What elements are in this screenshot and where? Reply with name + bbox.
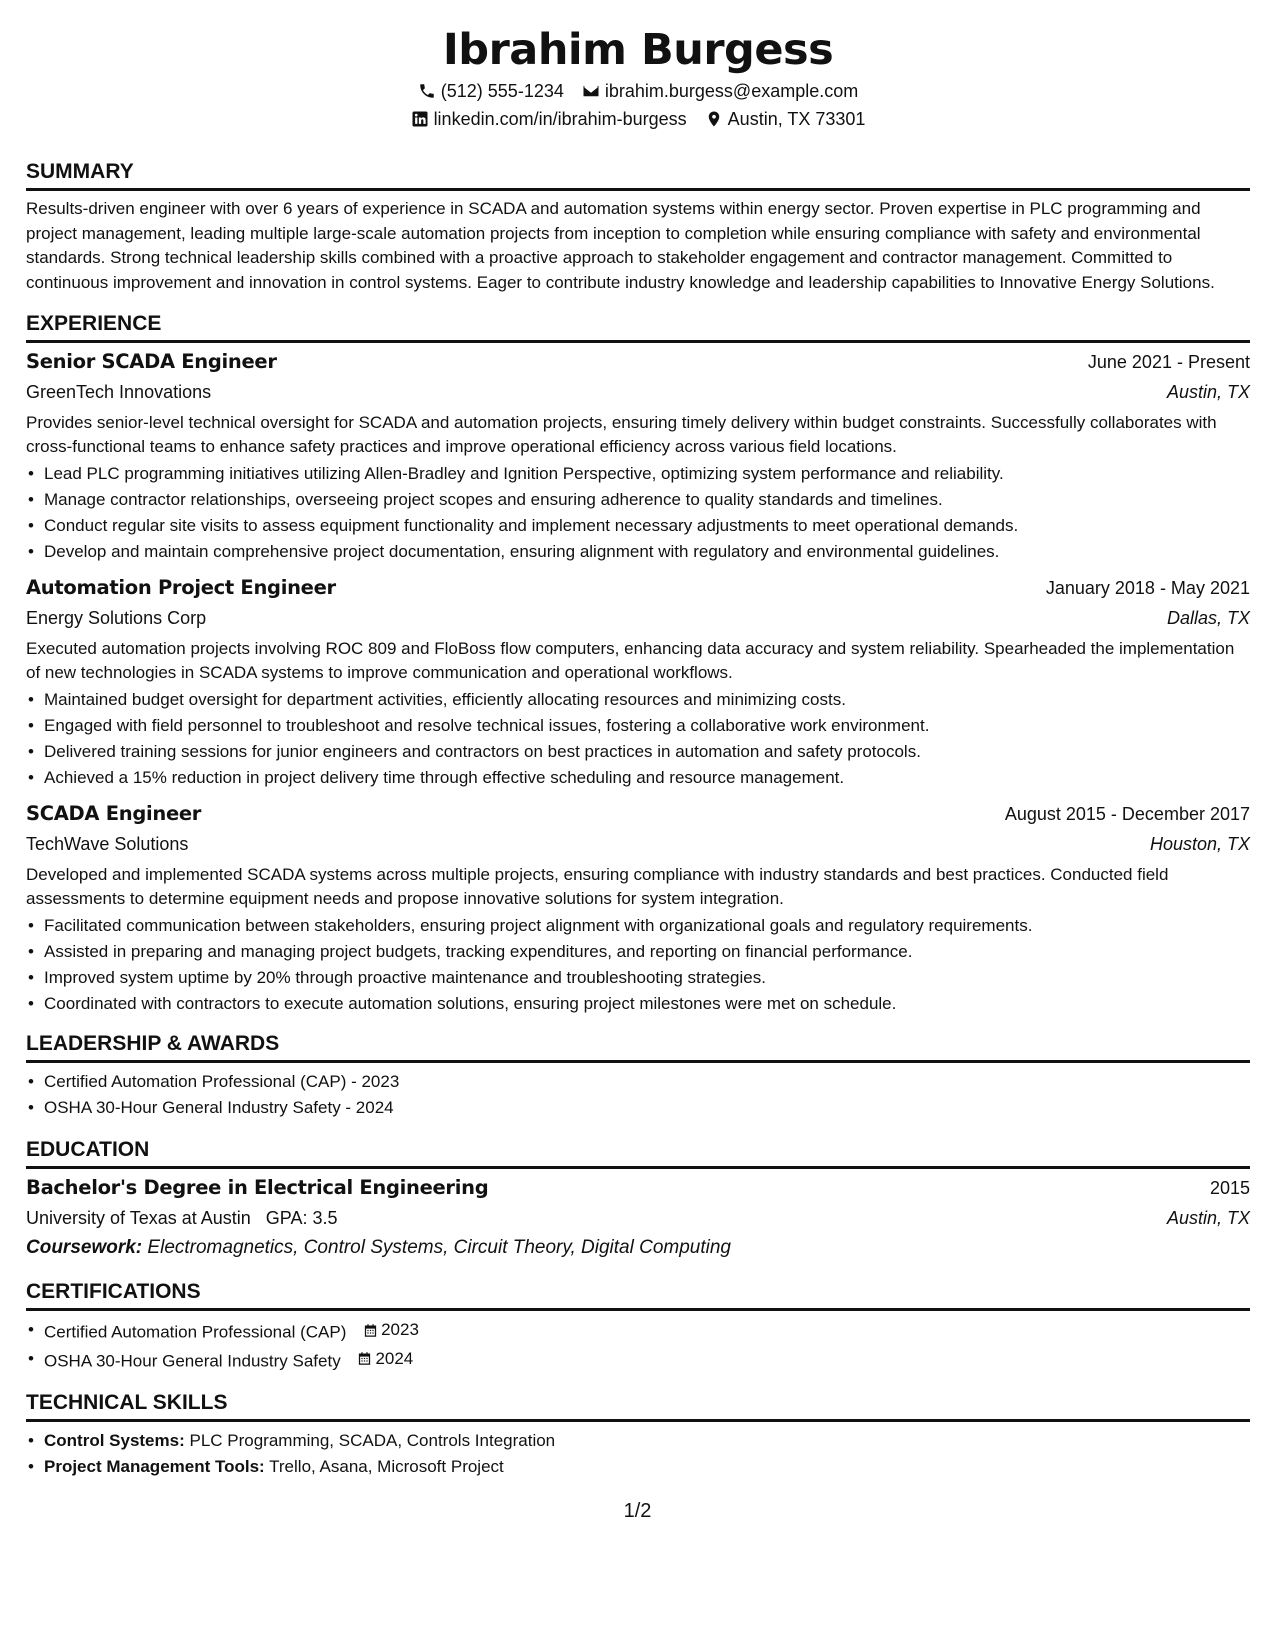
contact-linkedin[interactable] [411, 106, 687, 132]
leadership-list [26, 1069, 1250, 1121]
job-bullets [26, 913, 1250, 1017]
candidate-name: Ibrahim Burgess [442, 25, 834, 75]
contact-location [705, 106, 866, 132]
job-location: Austin, TX [1166, 382, 1250, 402]
job-company: TechWave Solutions [26, 834, 189, 854]
phone-icon [418, 82, 436, 100]
leadership-section [26, 1031, 1250, 1121]
cert-name: OSHA 30-Hour General Industry Safety [44, 1351, 341, 1370]
job-location: Dallas, TX [1166, 608, 1250, 628]
job-bullets [26, 461, 1250, 565]
job-description: Executed automation projects involving ROC 809 and FloBoss flow computers, enhancing data accuracy and system reliability. Spearheaded the implementation of new technologies in SCADA systems to improve communication and operational workflows. [26, 639, 1235, 682]
skill-label: Control Systems: [44, 1431, 185, 1450]
phone-text: (512) 555-1234 [440, 81, 564, 101]
job-description: Provides senior-level technical oversight for SCADA and automation projects, ensuring timely delivery within budget constraints. Successfully collaborates with cross-functional teams to enhance safety practices and improve operational efficiency across various field locations. [26, 413, 1217, 456]
cert-name: Certified Automation Professional (CAP) [44, 1322, 347, 1342]
contact-email[interactable] [582, 78, 858, 104]
coursework-label: Coursework: [26, 1237, 143, 1258]
list-item: • Delivered training sessions for junior engineers and contractors on best practices in automation and safety protocols. [26, 739, 1250, 765]
cert-year-wrap [363, 1317, 419, 1343]
list-item: • Manage contractor relationships, overseeing project scopes and ensuring adherence to quality standards and timelines. [26, 487, 1250, 513]
skills-section [26, 1390, 1250, 1480]
education-section [26, 1137, 1250, 1263]
section-title: EDUCATION [26, 1137, 1250, 1169]
gpa: GPA: 3.5 [265, 1208, 338, 1228]
linkedin-link[interactable]: linkedin.com/in/ibrahim-burgess [433, 109, 687, 129]
list-item: • Achieved a 15% reduction in project delivery time through effective scheduling and resource management. [26, 765, 1250, 791]
list-item: • Develop and maintain comprehensive project documentation, ensuring alignment with regulatory and environmental guidelines. [26, 539, 1250, 565]
section-title: SUMMARY [26, 159, 1250, 191]
job-location: Houston, TX [1149, 834, 1250, 854]
list-item: • OSHA 30-Hour General Industry Safety - 2024 [26, 1095, 1250, 1121]
list-item [26, 1454, 1250, 1480]
summary-section [26, 159, 1250, 295]
experience-section [26, 311, 1250, 1017]
list-item: • Improved system uptime by 20% through proactive maintenance and troubleshooting strategies. [26, 965, 1250, 991]
list-item: • Lead PLC programming initiatives utilizing Allen-Bradley and Ignition Perspective, optimizing system performance and reliability. [26, 461, 1250, 487]
cert-year: 2023 [381, 1320, 419, 1339]
degree-title: Bachelor's Degree in Electrical Engineering [26, 1176, 489, 1199]
location-text: Austin, TX 73301 [727, 109, 866, 129]
job-dates: January 2018 - May 2021 [1045, 578, 1250, 598]
job-dates: August 2015 - December 2017 [1004, 804, 1250, 824]
list-item: • Certified Automation Professional (CAP) - 2023 [26, 1069, 1250, 1095]
coursework [26, 1233, 1250, 1263]
skills-list [26, 1428, 1250, 1480]
list-item: • Assisted in preparing and managing project budgets, tracking expenditures, and reporting on financial performance. [26, 939, 1250, 965]
job-title: Senior SCADA Engineer [26, 350, 277, 373]
list-item: • Facilitated communication between stakeholders, ensuring project alignment with organizational goals and regulatory requirements. [26, 913, 1250, 939]
job-company: Energy Solutions Corp [26, 608, 207, 628]
job-entry [26, 799, 1250, 1017]
resume-page [26, 24, 1250, 1480]
certifications-section [26, 1279, 1250, 1374]
job-dates: June 2021 - Present [1087, 352, 1250, 372]
coursework-list: Electromagnetics, Control Systems, Circuit Theory, Digital Computing [147, 1237, 731, 1258]
section-title: CERTIFICATIONS [26, 1279, 1250, 1311]
job-entry [26, 347, 1250, 565]
skill-label: Project Management Tools: [44, 1457, 265, 1476]
skill-value: Trello, Asana, Microsoft Project [269, 1457, 504, 1476]
map-pin-icon [705, 110, 723, 128]
job-description: Developed and implemented SCADA systems across multiple projects, ensuring compliance with industry standards and best practices. Conducted field assessments to determine equipment needs and propose innovative solutions for system integration. [26, 865, 1169, 908]
skill-value: PLC Programming, SCADA, Controls Integration [189, 1431, 556, 1450]
degree-year: 2015 [1209, 1178, 1250, 1198]
list-item: • Coordinated with contractors to execute automation solutions, ensuring project milestones were met on schedule. [26, 991, 1250, 1017]
certifications-list [26, 1317, 1250, 1374]
cert-year-wrap [357, 1346, 413, 1372]
list-item: • Conduct regular site visits to assess equipment functionality and implement necessary adjustments to meet operational demands. [26, 513, 1250, 539]
page-number: 1/2 [623, 1500, 652, 1522]
summary-text: Results-driven engineer with over 6 years of experience in SCADA and automation systems within energy sector. Proven expertise in PLC programming and project management, leading multiple large-scale automation projects from inception to completion while ensuring compliance with safety and environmental standards. Strong technical leadership skills combined with a proactive approach to stakeholder engagement and contractor management. Committed to continuous improvement and innovation in control systems. Eager to contribute industry knowledge and leadership capabilities to Innovative Energy Solutions. [26, 199, 1215, 292]
section-title: EXPERIENCE [26, 311, 1250, 343]
envelope-icon [582, 82, 600, 100]
job-company: GreenTech Innovations [26, 382, 212, 402]
contact-phone [418, 78, 564, 104]
school-location: Austin, TX [1166, 1208, 1250, 1228]
list-item: • Maintained budget oversight for department activities, efficiently allocating resources and minimizing costs. [26, 687, 1250, 713]
list-item [26, 1317, 1250, 1346]
contact-row-2 [26, 106, 1250, 132]
contact-row-1 [26, 78, 1250, 104]
job-bullets [26, 687, 1250, 791]
section-title: LEADERSHIP & AWARDS [26, 1031, 1250, 1063]
linkedin-icon [411, 110, 429, 128]
school-name: University of Texas at Austin [26, 1208, 251, 1228]
section-title: TECHNICAL SKILLS [26, 1390, 1250, 1422]
job-entry [26, 573, 1250, 791]
cert-year: 2024 [375, 1348, 414, 1368]
job-title: Automation Project Engineer [26, 576, 336, 599]
email-link[interactable]: ibrahim.burgess@example.com [604, 81, 859, 101]
list-item [26, 1428, 1250, 1454]
job-title: SCADA Engineer [26, 802, 202, 825]
list-item [26, 1346, 1250, 1375]
calendar-icon [357, 1351, 372, 1366]
list-item: • Engaged with field personnel to troubleshoot and resolve technical issues, fostering a collaborative work environment. [26, 713, 1250, 739]
calendar-icon [363, 1323, 378, 1338]
